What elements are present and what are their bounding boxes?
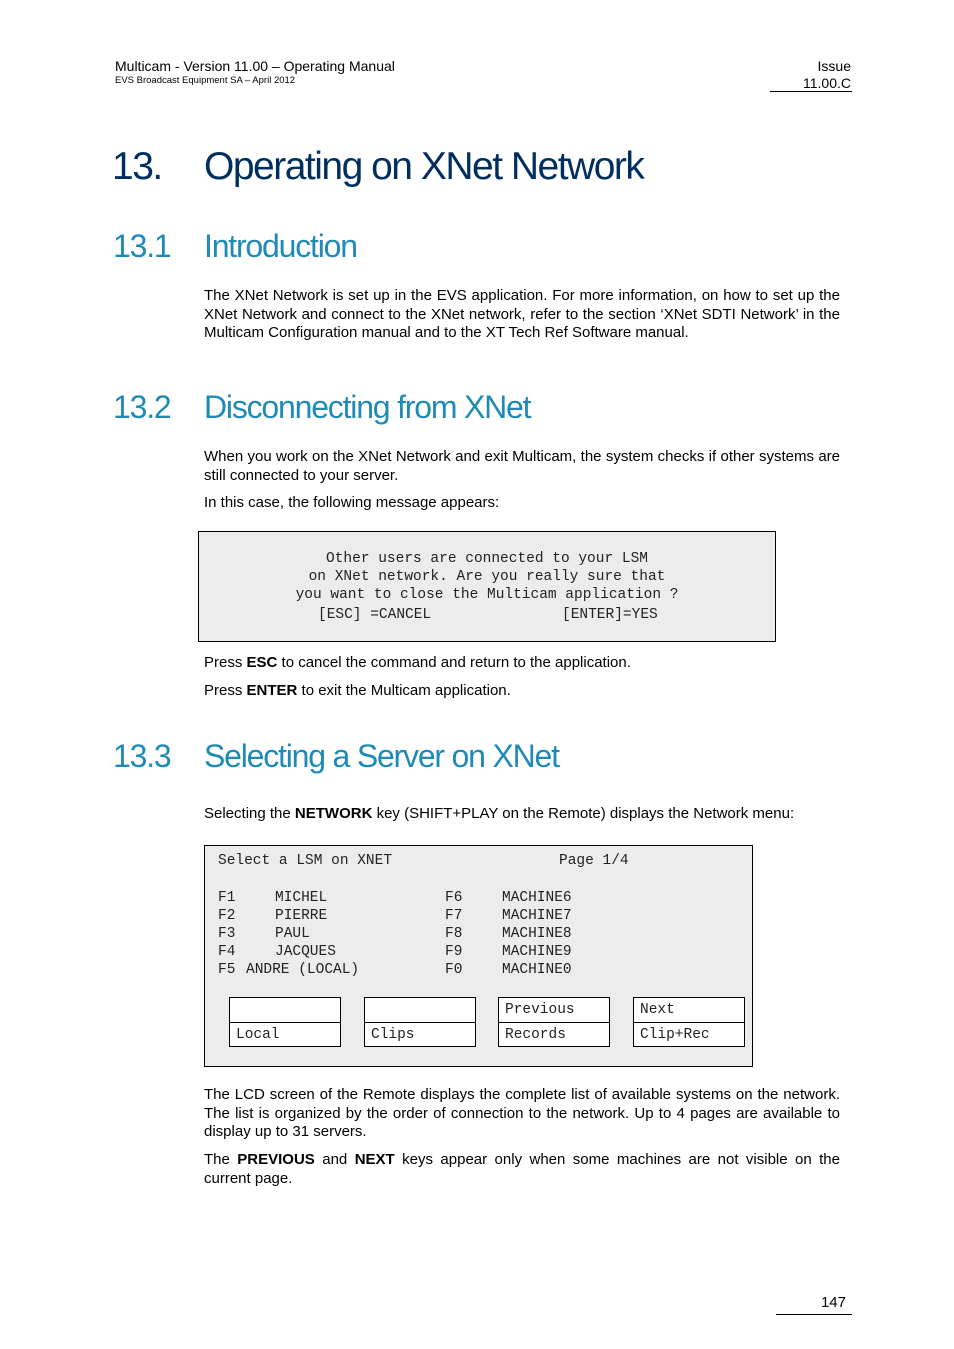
section-heading-selecting (113, 738, 559, 775)
softkey-bottom-label: Local (236, 1027, 280, 1043)
cancel-option: [ESC] =CANCEL (318, 607, 432, 623)
message-line: you want to close the Multicam application ? (295, 587, 679, 603)
issue-value: 11.00.C (803, 75, 851, 91)
page-header (115, 58, 395, 87)
function-key-label: F0 (445, 962, 463, 978)
network-key-paragraph: Selecting the NETWORK key (SHIFT+PLAY on the Remote) displays the Network menu: (204, 805, 795, 822)
server-entry: MACHINE7 (502, 908, 572, 924)
function-key-label: F7 (445, 908, 463, 924)
network-key: NETWORK (294, 805, 373, 822)
message-intro: In this case, the following message appears: (204, 494, 500, 511)
softkey-top-label: Next (634, 998, 744, 1023)
issue-block (761, 58, 851, 92)
previous-key: PREVIOUS (237, 1151, 315, 1168)
esc-key: ESC (246, 654, 278, 671)
server-entry: PAUL (275, 926, 310, 942)
softkey-local (229, 997, 341, 1047)
server-entry: MACHINE8 (502, 926, 572, 942)
softkey-clips (364, 997, 476, 1047)
softkey-records (498, 997, 610, 1047)
server-entry: MACHINE9 (502, 944, 572, 960)
issue-label: Issue (817, 58, 851, 74)
section-number: 13.1 (113, 228, 171, 264)
lcd-description: The LCD screen of the Remote displays the complete list of available systems on the network. The list is organized by the order of connection to the network. Up to 4 pages are available to display up to 31 servers. (204, 1086, 840, 1140)
menu-title: Select a LSM on XNET (218, 853, 393, 869)
section-title: Introduction (204, 228, 357, 264)
chapter-title: Operating on XNet Network (204, 145, 644, 188)
previous-next-note: The PREVIOUS and NEXT keys appear only when some machines are not visible on the current page. (204, 1151, 840, 1187)
esc-instruction: Press ESC to cancel the command and return to the application. (204, 654, 631, 671)
function-key-label: F6 (445, 890, 463, 906)
function-key-label: F9 (445, 944, 463, 960)
server-entry: MACHINE6 (502, 890, 572, 906)
function-key-label: F2 (218, 908, 236, 924)
function-key-label: F4 (218, 944, 236, 960)
chapter-heading (112, 145, 643, 189)
softkey-clip-rec (633, 997, 745, 1047)
server-entry: PIERRE (275, 908, 328, 924)
page-number: 147 (820, 1294, 846, 1311)
enter-instruction: Press ENTER to exit the Multicam application. (204, 682, 511, 699)
section-title: Selecting a Server on XNet (204, 738, 559, 774)
next-key: NEXT (354, 1151, 395, 1168)
server-entry: ANDRE (LOCAL) (246, 962, 360, 978)
function-key-label: F5 (218, 962, 236, 978)
menu-page: Page 1/4 (559, 853, 629, 869)
lcd-message-box (198, 531, 776, 642)
message-line: Other users are connected to your LSM (326, 551, 648, 567)
softkey-top-label (230, 998, 340, 1023)
function-key-label: F3 (218, 926, 236, 942)
function-key-label: F1 (218, 890, 236, 906)
softkey-bottom-label: Clips (371, 1027, 415, 1043)
softkey-top-label: Previous (499, 998, 609, 1023)
header-rule (770, 91, 852, 92)
manual-title: Multicam - Version 11.00 – Operating Manual (115, 58, 395, 74)
enter-key: ENTER (246, 682, 298, 699)
server-entry: MICHEL (275, 890, 328, 906)
intro-paragraph: The XNet Network is set up in the EVS application. For more information, on how to set up the XNet Network and connect to the XNet network, refer to the section ‘XNet SDTI Network’ in the Multicam Configuration manual and to the XT Tech Ref Software manual. (204, 287, 840, 341)
disconnect-paragraph: When you work on the XNet Network and exit Multicam, the system checks if other systems are still connected to your server. (204, 448, 840, 484)
server-entry: MACHINE0 (502, 962, 572, 978)
section-title: Disconnecting from XNet (204, 389, 531, 425)
message-line: on XNet network. Are you really sure that (308, 569, 666, 585)
chapter-number: 13. (112, 145, 162, 188)
softkey-bottom-label: Clip+Rec (640, 1027, 710, 1043)
footer-rule (776, 1314, 852, 1315)
server-entry: JACQUES (275, 944, 336, 960)
publisher-line: EVS Broadcast Equipment SA – April 2012 (115, 75, 296, 86)
confirm-option: [ENTER]=YES (562, 607, 658, 623)
softkey-bottom-label: Records (505, 1027, 566, 1043)
softkey-top-label (365, 998, 475, 1023)
section-heading-introduction (113, 228, 357, 265)
function-key-label: F8 (445, 926, 463, 942)
section-number: 13.2 (113, 389, 171, 425)
section-heading-disconnecting (113, 389, 530, 426)
network-menu-screen (204, 845, 753, 1067)
section-number: 13.3 (113, 738, 171, 774)
